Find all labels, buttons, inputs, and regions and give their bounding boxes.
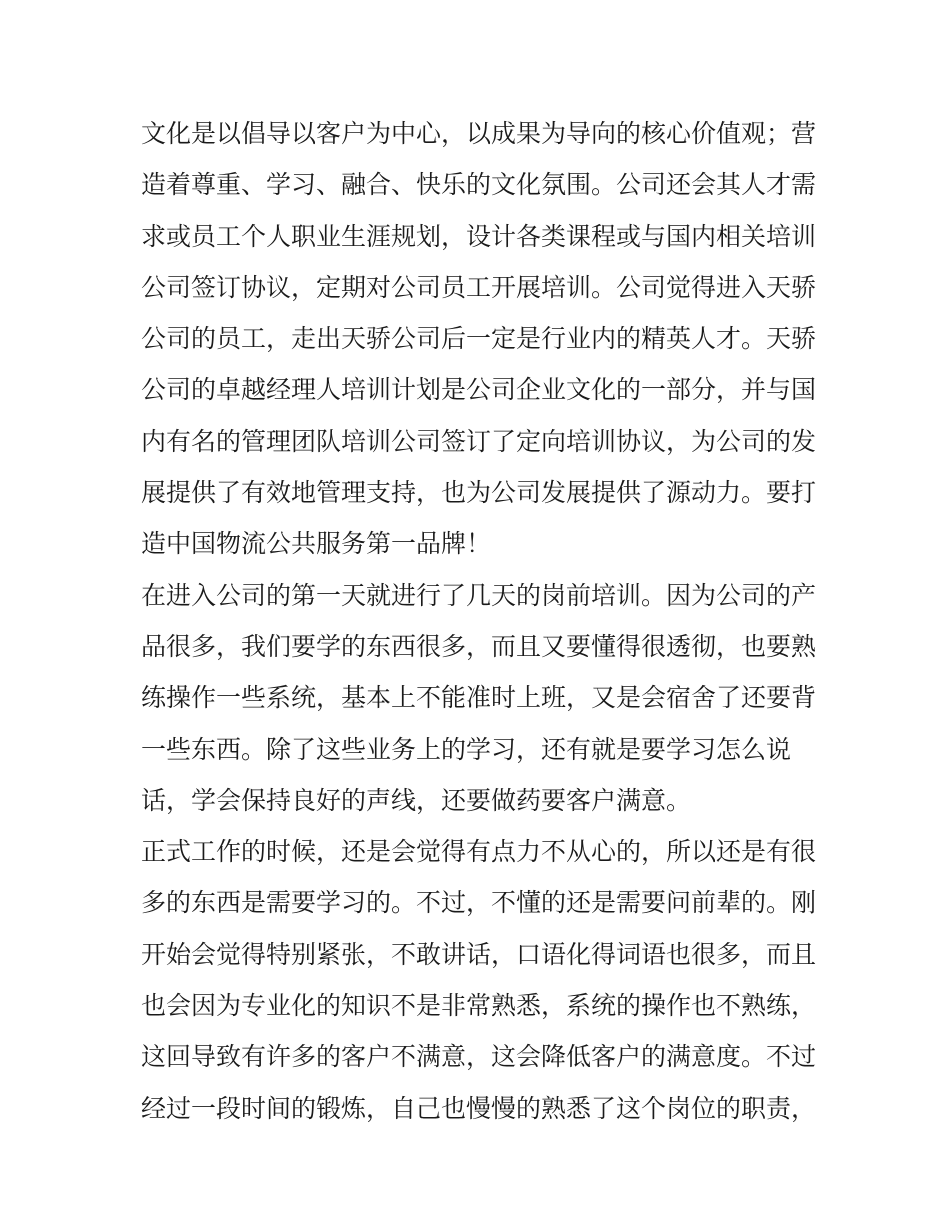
text-line: 一些东西。除了这些业务上的学习，还有就是要学习怎么说 xyxy=(141,734,792,764)
text-line: 这回导致有许多的客户不满意，这会降低客户的满意度。不过 xyxy=(141,1042,817,1072)
text-line: 公司签订协议，定期对公司员工开展培训。公司觉得进入天骄 xyxy=(141,272,817,302)
text-line: 公司的员工，走出天骄公司后一定是行业内的精英人才。天骄 xyxy=(141,324,817,354)
text-line: 造着尊重、学习、融合、快乐的文化氛围。公司还会其人才需 xyxy=(141,170,817,200)
text-line: 内有名的管理团队培训公司签订了定向培训协议，为公司的发 xyxy=(141,426,817,456)
text-line: 经过一段时间的锻炼，自己也慢慢的熟悉了这个岗位的职责， xyxy=(141,1093,817,1123)
text-line: 练操作一些系统，基本上不能准时上班，又是会宿舍了还要背 xyxy=(141,683,817,713)
text-line: 展提供了有效地管理支持，也为公司发展提供了源动力。要打 xyxy=(141,478,817,508)
text-line: 正式工作的时候，还是会觉得有点力不从心的，所以还是有很 xyxy=(141,837,817,867)
text-line: 话，学会保持良好的声线，还要做药要客户满意。 xyxy=(141,785,692,815)
text-line: 求或员工个人职业生涯规划，设计各类课程或与国内相关培训 xyxy=(141,221,817,251)
text-line: 在进入公司的第一天就进行了几天的岗前培训。因为公司的产 xyxy=(141,580,817,610)
text-line: 造中国物流公共服务第一品牌！ xyxy=(141,529,492,559)
text-line: 文化是以倡导以客户为中心，以成果为导向的核心价值观；营 xyxy=(141,119,817,148)
text-line: 开始会觉得特别紧张，不敢讲话，口语化得词语也很多，而且 xyxy=(141,939,817,969)
body-text xyxy=(141,108,821,1134)
text-line: 公司的卓越经理人培训计划是公司企业文化的一部分，并与国 xyxy=(141,375,817,405)
text-line: 品很多，我们要学的东西很多，而且又要懂得很透彻，也要熟 xyxy=(141,631,817,661)
text-line: 多的东西是需要学习的。不过，不懂的还是需要问前辈的。刚 xyxy=(141,888,817,918)
text-line: 也会因为专业化的知识不是非常熟悉，系统的操作也不熟练， xyxy=(141,991,817,1021)
